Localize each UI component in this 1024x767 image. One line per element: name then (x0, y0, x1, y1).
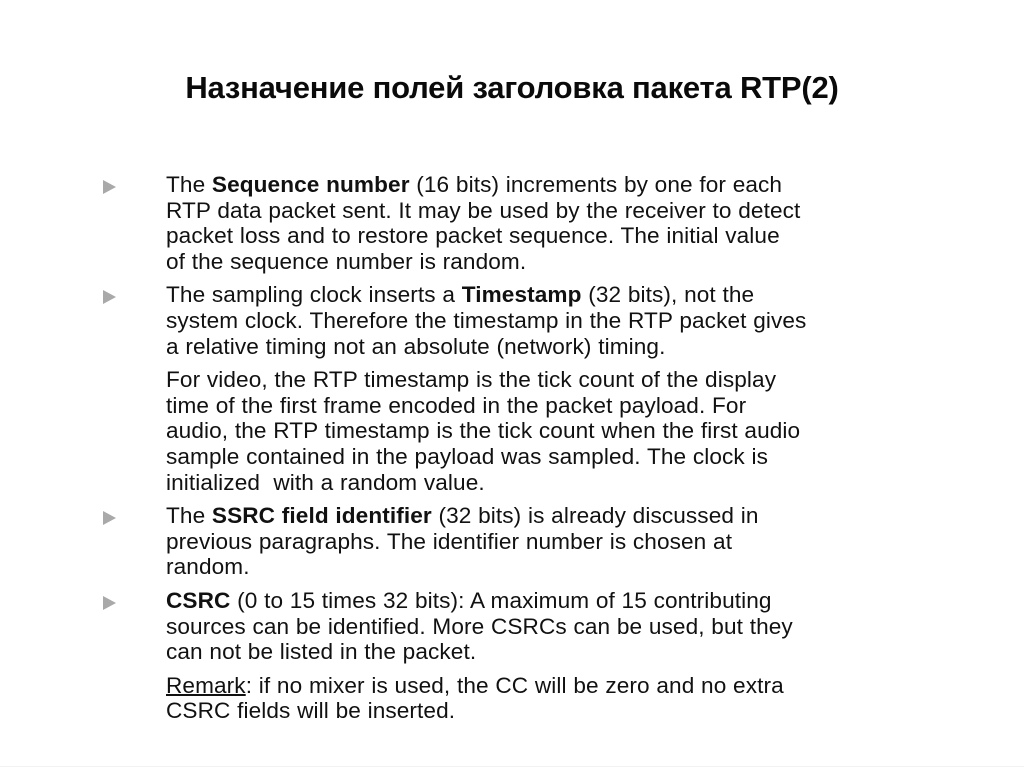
text-line (166, 639, 986, 665)
text-run: random. (166, 554, 250, 580)
text-line (166, 503, 986, 529)
triangle-right-icon (103, 180, 116, 194)
text-run: The (166, 503, 212, 529)
paragraph-video-audio-timestamp (96, 367, 986, 495)
slide-body (96, 172, 986, 732)
text-line (166, 334, 986, 360)
text-line (166, 308, 986, 334)
text-run: sources can be identified. More CSRCs can be used, but they (166, 613, 793, 639)
text-run: initialized with a random value. (166, 469, 485, 495)
text-run: of the sequence number is random. (166, 248, 527, 274)
text-line (166, 698, 986, 724)
triangle-right-icon (103, 511, 116, 525)
text-line (166, 172, 986, 198)
text-run: (32 bits) is already discussed in (431, 503, 759, 529)
text-line (166, 223, 986, 249)
text-run: a relative timing not an absolute (network) timing. (166, 333, 666, 359)
emphasis-bold: Sequence number (211, 172, 410, 197)
emphasis-bold: CSRC (166, 587, 231, 613)
text-line (166, 249, 986, 275)
text-run: sample contained in the payload was sampled. The clock is (166, 443, 769, 469)
text-line (166, 393, 986, 419)
text-run: can not be listed in the packet. (166, 639, 477, 665)
text-run: time of the first frame encoded in the packet payload. For (166, 392, 747, 418)
text-line (166, 444, 986, 470)
text-line (166, 673, 986, 699)
text-run: The (166, 172, 212, 197)
text-run: (32 bits), not the (581, 282, 755, 308)
text-line (166, 554, 986, 580)
text-line (166, 614, 986, 640)
text-run: system clock. Therefore the timestamp in the RTP packet gives (166, 307, 807, 333)
triangle-right-icon (103, 290, 116, 304)
paragraph-ssrc-field-identifier (96, 503, 986, 580)
text-line (166, 198, 986, 224)
text-line (166, 588, 986, 614)
paragraph-timestamp (96, 282, 986, 359)
emphasis-underline: Remark (166, 672, 246, 698)
text-run: : if no mixer is used, the CC will be zero and no extra (245, 672, 784, 698)
text-run: CSRC fields will be inserted. (166, 698, 456, 724)
text-line (166, 418, 986, 444)
paragraph-remark (96, 673, 986, 724)
text-line (166, 282, 986, 308)
paragraph-csrc (96, 588, 986, 665)
text-run: (16 bits) increments by one for each (409, 172, 783, 197)
text-run: For video, the RTP timestamp is the tick count of the display (166, 367, 777, 393)
paragraph-sequence-number (96, 172, 986, 274)
emphasis-bold: Timestamp (461, 282, 582, 308)
text-line (166, 529, 986, 555)
text-run: previous paragraphs. The identifier number is chosen at (166, 528, 733, 554)
page-title: Назначение полей заголовка пакета RTP(2) (185, 70, 839, 105)
text-run: packet loss and to restore packet sequence. The initial value (166, 223, 780, 249)
text-line (166, 470, 986, 496)
text-line (166, 367, 986, 393)
text-run: The sampling clock inserts a (166, 282, 462, 308)
triangle-right-icon (103, 596, 116, 610)
text-run: RTP data packet sent. It may be used by the receiver to detect (166, 197, 801, 223)
emphasis-bold: SSRC field identifier (211, 503, 432, 529)
text-run: (0 to 15 times 32 bits): A maximum of 15 contributing (230, 587, 772, 613)
text-run: audio, the RTP timestamp is the tick count when the first audio (166, 418, 801, 444)
